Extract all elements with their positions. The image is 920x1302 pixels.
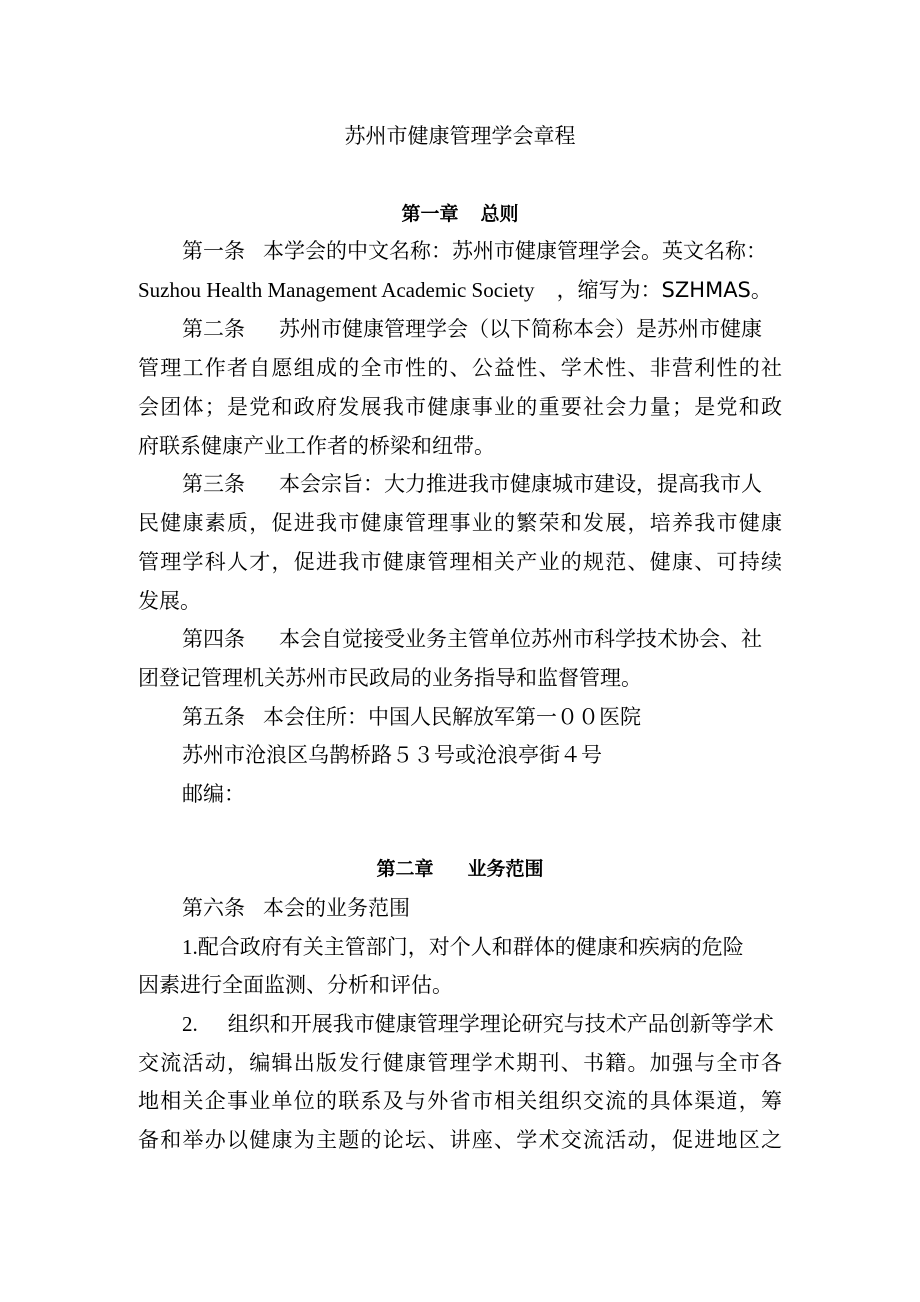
article-2-line-4: 府联系健康产业工作者的桥梁和纽带。 — [138, 434, 495, 458]
chapter-2-heading — [0, 851, 920, 887]
item-2-line-1: 2. 组织和开展我市健康管理学理论研究与技术产品创新等学术 — [182, 1012, 774, 1036]
article-2-line-3: 会团体；是党和政府发展我市健康事业的重要社会力量；是党和政 — [138, 395, 782, 419]
item-1-line-1: 1.配合政府有关主管部门，对个人和群体的健康和疾病的危险 — [182, 935, 744, 959]
article-6-line-1: 第六条 本会的业务范围 — [182, 896, 410, 920]
chapter-1-heading — [0, 196, 920, 232]
article-3-line-3: 管理学科人才，促进我市健康管理相关产业的规范、健康、可持续 — [138, 550, 782, 574]
article-4-line-2: 团登记管理机关苏州市民政局的业务指导和监督管理。 — [138, 666, 642, 690]
item-2-number: 2. — [182, 1012, 198, 1036]
article-1-line-2: Suzhou Health Management Academic Society ，缩写为：SZHMAS。 — [138, 278, 772, 302]
article-2-line-1: 第二条 苏州市健康管理学会（以下简称本会）是苏州市健康 — [182, 317, 762, 341]
document-title: 苏州市健康管理学会章程 — [344, 124, 576, 148]
article-6-number: 第六条 — [182, 896, 245, 920]
article-3-number: 第三条 — [182, 472, 245, 496]
article-4-line-1: 第四条 本会自觉接受业务主管单位苏州市科学技术协会、社 — [182, 627, 762, 651]
article-5-number: 第五条 — [182, 705, 245, 729]
address-line: 苏州市沧浪区乌鹊桥路５３号或沧浪亭街４号 — [182, 743, 602, 767]
article-3-line-1: 第三条 本会宗旨：大力推进我市健康城市建设，提高我市人 — [182, 472, 762, 496]
item-2-line-4: 备和举办以健康为主题的论坛、讲座、学术交流活动，促进地区之 — [138, 1128, 782, 1152]
article-3-line-2: 民健康素质，促进我市健康管理事业的繁荣和发展，培养我市健康 — [138, 511, 782, 535]
english-name: Suzhou Health Management Academic Society — [138, 278, 535, 302]
item-1-line-2: 因素进行全面监测、分析和评估。 — [138, 973, 453, 997]
chapter-2-name: 业务范围 — [467, 858, 544, 880]
article-2-line-2: 管理工作者自愿组成的全市性的、公益性、学术性、非营利性的社 — [138, 356, 782, 380]
article-4-number: 第四条 — [182, 627, 245, 651]
article-3-line-4: 发展。 — [138, 589, 201, 613]
postcode-line: 邮编： — [182, 782, 245, 806]
item-2-line-3: 地相关企事业单位的联系及与外省市相关组织交流的具体渠道，筹 — [138, 1089, 782, 1113]
chapter-1-label: 第一章 — [401, 203, 459, 225]
article-1-line-1: 第一条 本学会的中文名称：苏州市健康管理学会。英文名称： — [182, 239, 767, 263]
item-1-number: 1. — [182, 935, 198, 959]
article-2-number: 第二条 — [182, 317, 245, 341]
item-2-line-2: 交流活动，编辑出版发行健康管理学术期刊、书籍。加强与全市各 — [138, 1051, 782, 1075]
article-5-line-1: 第五条 本会住所：中国人民解放军第一００医院 — [182, 705, 641, 729]
article-1-number: 第一条 — [182, 239, 245, 263]
chapter-1-name: 总则 — [480, 203, 519, 225]
chapter-2-label: 第二章 — [376, 858, 434, 880]
